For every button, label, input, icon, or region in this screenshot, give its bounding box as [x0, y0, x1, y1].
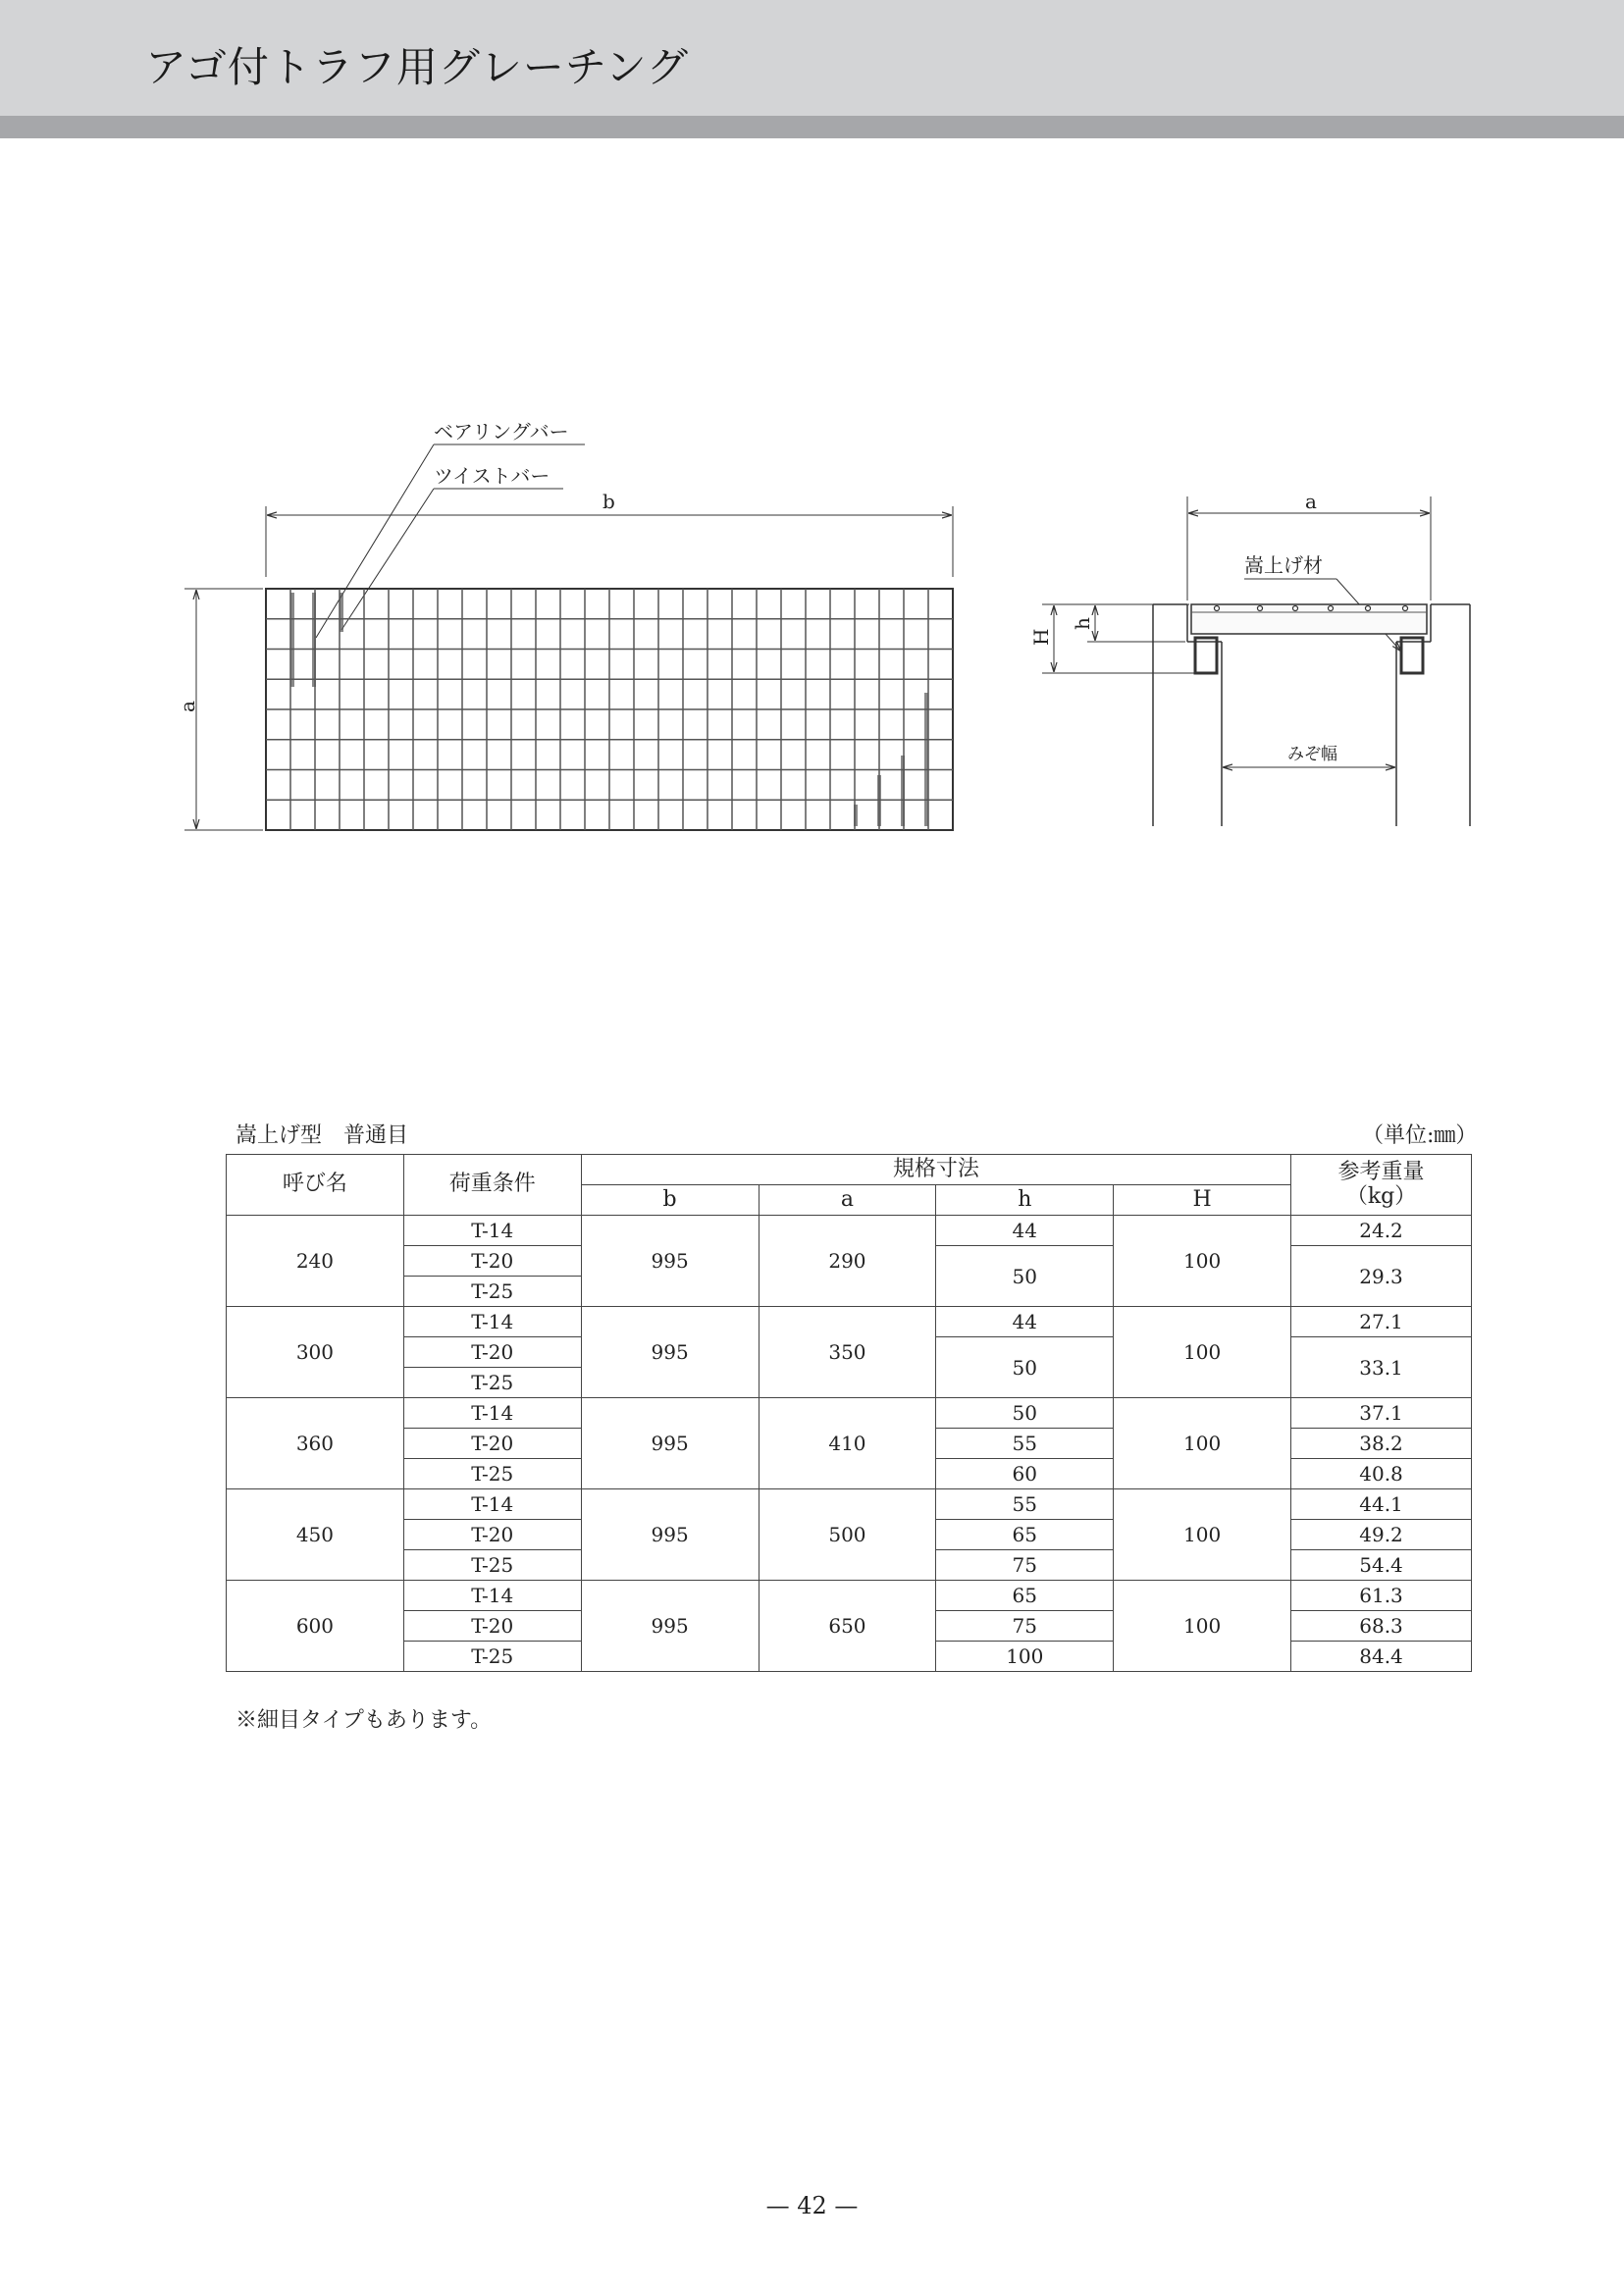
- header-name: 呼び名: [227, 1155, 404, 1216]
- cell-load: T-20: [403, 1611, 581, 1642]
- cell-h: 44: [936, 1307, 1114, 1337]
- cell-weight: 68.3: [1291, 1611, 1472, 1642]
- cell-weight: 40.8: [1291, 1459, 1472, 1489]
- header-spec: 規格寸法: [581, 1155, 1290, 1185]
- cell-weight: 38.2: [1291, 1429, 1472, 1459]
- cell-load: T-25: [403, 1550, 581, 1581]
- section-view: [1029, 490, 1470, 826]
- cell-load: T-25: [403, 1459, 581, 1489]
- label-raise-material: 嵩上げ材: [1244, 553, 1323, 577]
- header-weight-line2: （kg）: [1345, 1183, 1417, 1209]
- header-weight: [1291, 1155, 1472, 1216]
- cell-h: 50: [936, 1337, 1114, 1398]
- dim-H: H: [1029, 628, 1053, 646]
- page-title: アゴ付トラフ用グレーチング: [145, 43, 689, 91]
- cell-H: 100: [1114, 1216, 1291, 1307]
- footnote: ※細目タイプもあります。: [236, 1708, 493, 1733]
- cell-load: T-14: [403, 1489, 581, 1520]
- cell-h: 50: [936, 1398, 1114, 1429]
- table-row: [227, 1489, 1472, 1520]
- table-caption: 嵩上げ型 普通目: [236, 1123, 409, 1148]
- label-ditch-width: みぞ幅: [1287, 745, 1337, 764]
- cell-h: 65: [936, 1520, 1114, 1550]
- cell-h: 60: [936, 1459, 1114, 1489]
- grating-bars: [266, 589, 953, 830]
- page-number: — 42 —: [765, 2192, 859, 2219]
- cell-a: 650: [759, 1581, 936, 1672]
- cell-a: 410: [759, 1398, 936, 1489]
- technical-drawing: [0, 392, 1624, 863]
- table-row: [227, 1216, 1472, 1246]
- cell-b: 995: [581, 1581, 759, 1672]
- header-h: h: [936, 1185, 1114, 1216]
- cell-load: T-20: [403, 1246, 581, 1277]
- table-unit: （単位:㎜）: [1362, 1123, 1478, 1148]
- cell-weight: 29.3: [1291, 1246, 1472, 1307]
- dim-a-section: a: [1305, 490, 1317, 513]
- cell-h: 55: [936, 1489, 1114, 1520]
- dim-a-vertical: a: [176, 701, 199, 712]
- cell-b: 995: [581, 1489, 759, 1581]
- cell-h: 75: [936, 1611, 1114, 1642]
- label-bearing-bar: ベアリングバー: [434, 420, 569, 443]
- cell-load: T-14: [403, 1581, 581, 1611]
- cell-load: T-25: [403, 1277, 581, 1307]
- label-twist-bar: ツイストバー: [434, 464, 550, 488]
- spec-table-body: [227, 1216, 1472, 1672]
- cell-H: 100: [1114, 1581, 1291, 1672]
- cell-H: 100: [1114, 1398, 1291, 1489]
- cell-H: 100: [1114, 1307, 1291, 1398]
- cell-weight: 24.2: [1291, 1216, 1472, 1246]
- cell-load: T-25: [403, 1642, 581, 1672]
- cell-load: T-20: [403, 1520, 581, 1550]
- cell-weight: 61.3: [1291, 1581, 1472, 1611]
- cell-weight: 33.1: [1291, 1337, 1472, 1398]
- cell-name: 360: [227, 1398, 404, 1489]
- header-load: 荷重条件: [403, 1155, 581, 1216]
- cell-load: T-20: [403, 1337, 581, 1368]
- cell-b: 995: [581, 1216, 759, 1307]
- cell-a: 500: [759, 1489, 936, 1581]
- cell-a: 350: [759, 1307, 936, 1398]
- cell-load: T-25: [403, 1368, 581, 1398]
- cell-load: T-14: [403, 1216, 581, 1246]
- cell-weight: 27.1: [1291, 1307, 1472, 1337]
- cell-h: 44: [936, 1216, 1114, 1246]
- header-b: b: [581, 1185, 759, 1216]
- table-row: [227, 1581, 1472, 1611]
- cell-name: 600: [227, 1581, 404, 1672]
- table-row: [227, 1398, 1472, 1429]
- cell-load: T-14: [403, 1307, 581, 1337]
- cell-a: 290: [759, 1216, 936, 1307]
- header-weight-line1: 参考重量: [1337, 1160, 1425, 1185]
- cell-h: 50: [936, 1246, 1114, 1307]
- header-a: a: [759, 1185, 936, 1216]
- cell-b: 995: [581, 1307, 759, 1398]
- cell-weight: 49.2: [1291, 1520, 1472, 1550]
- plan-view: [176, 420, 953, 830]
- cell-weight: 84.4: [1291, 1642, 1472, 1672]
- table-row: [227, 1307, 1472, 1337]
- cell-load: T-14: [403, 1398, 581, 1429]
- header-H: H: [1114, 1185, 1291, 1216]
- cell-b: 995: [581, 1398, 759, 1489]
- cell-weight: 44.1: [1291, 1489, 1472, 1520]
- dim-h: h: [1071, 617, 1094, 630]
- cell-h: 65: [936, 1581, 1114, 1611]
- spec-table: [226, 1154, 1472, 1672]
- cell-h: 55: [936, 1429, 1114, 1459]
- cell-name: 450: [227, 1489, 404, 1581]
- cell-name: 240: [227, 1216, 404, 1307]
- cell-name: 300: [227, 1307, 404, 1398]
- cell-load: T-20: [403, 1429, 581, 1459]
- cell-h: 100: [936, 1642, 1114, 1672]
- dim-b: b: [602, 490, 615, 513]
- header-strip: [0, 116, 1624, 138]
- cell-weight: 37.1: [1291, 1398, 1472, 1429]
- cell-h: 75: [936, 1550, 1114, 1581]
- cell-weight: 54.4: [1291, 1550, 1472, 1581]
- cell-H: 100: [1114, 1489, 1291, 1581]
